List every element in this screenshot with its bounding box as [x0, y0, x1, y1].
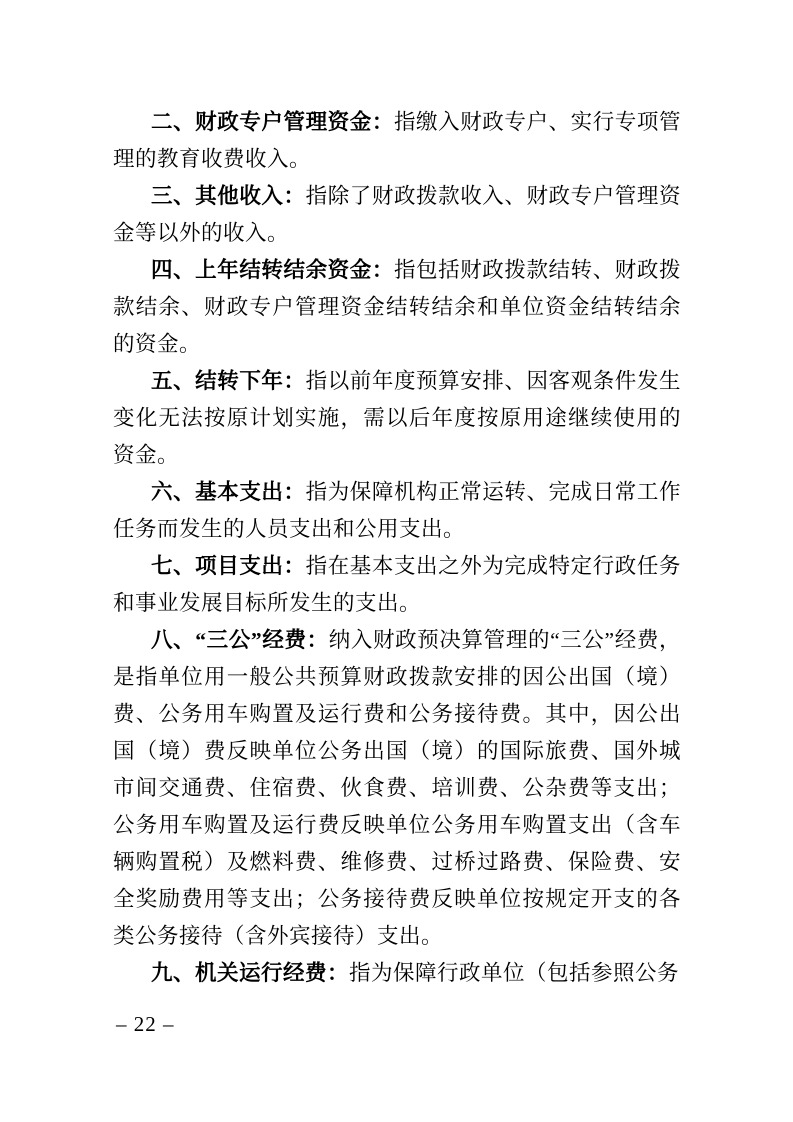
definition-text: 指为保障行政单位（包括参照公务 [349, 961, 680, 985]
definition-text: 纳入财政预决算管理的“三公”经费，是指单位用一般公共预算财政拨款安排的因公出国（境）费、公务用车购置及运行费和公务接待费。其中，因公出国（境）费反映单位公务出国（境）的国际旅费、国外城市间交通费、住宿费、伙食费、培训费、公杂费等支出；公务用车购置及运行费反映单位公务用车购置支出（含车辆购置税）及燃料费、维修费、过桥过路费、保险费、安全奖励费用等支出；公务接待费反映单位按规定开支的各类公务接待（含外宾接待）支出。 [113, 628, 681, 948]
definition-paragraph [113, 104, 681, 178]
term-label: 三、其他收入： [151, 184, 306, 208]
definition-paragraph [113, 622, 681, 955]
definition-text: 指为保障机构正常运转、完成日常工作任务而发生的人员支出和公用支出。 [113, 480, 681, 541]
definition-paragraph [113, 474, 681, 548]
term-label: 七、项目支出： [151, 554, 306, 578]
term-label: 六、基本支出： [151, 480, 306, 504]
page-footer [116, 1012, 175, 1037]
term-label: 五、结转下年： [151, 369, 306, 393]
term-label: 九、机关运行经费： [151, 961, 350, 985]
term-label: 二、财政专户管理资金： [151, 110, 394, 134]
definition-text: 指除了财政拨款收入、财政专户管理资金等以外的收入。 [113, 184, 681, 245]
term-label: 八、“三公”经费： [151, 628, 329, 652]
definition-paragraph [113, 955, 681, 992]
term-label: 四、上年结转结余资金： [151, 258, 394, 282]
definition-paragraph [113, 548, 681, 622]
definition-paragraph [113, 178, 681, 252]
document-body [113, 104, 681, 992]
page-number: – 22 – [116, 1012, 175, 1036]
definition-text: 指在基本支出之外为完成特定行政任务和事业发展目标所发生的支出。 [113, 554, 681, 615]
definition-text: 指以前年度预算安排、因客观条件发生变化无法按原计划实施，需以后年度按原用途继续使用的资金。 [113, 369, 681, 467]
definition-paragraph [113, 252, 681, 363]
definition-text: 指包括财政拨款结转、财政拨款结余、财政专户管理资金结转结余和单位资金结转结余的资金。 [113, 258, 681, 356]
definition-paragraph [113, 363, 681, 474]
definition-text: 指缴入财政专户、实行专项管理的教育收费收入。 [113, 110, 681, 171]
